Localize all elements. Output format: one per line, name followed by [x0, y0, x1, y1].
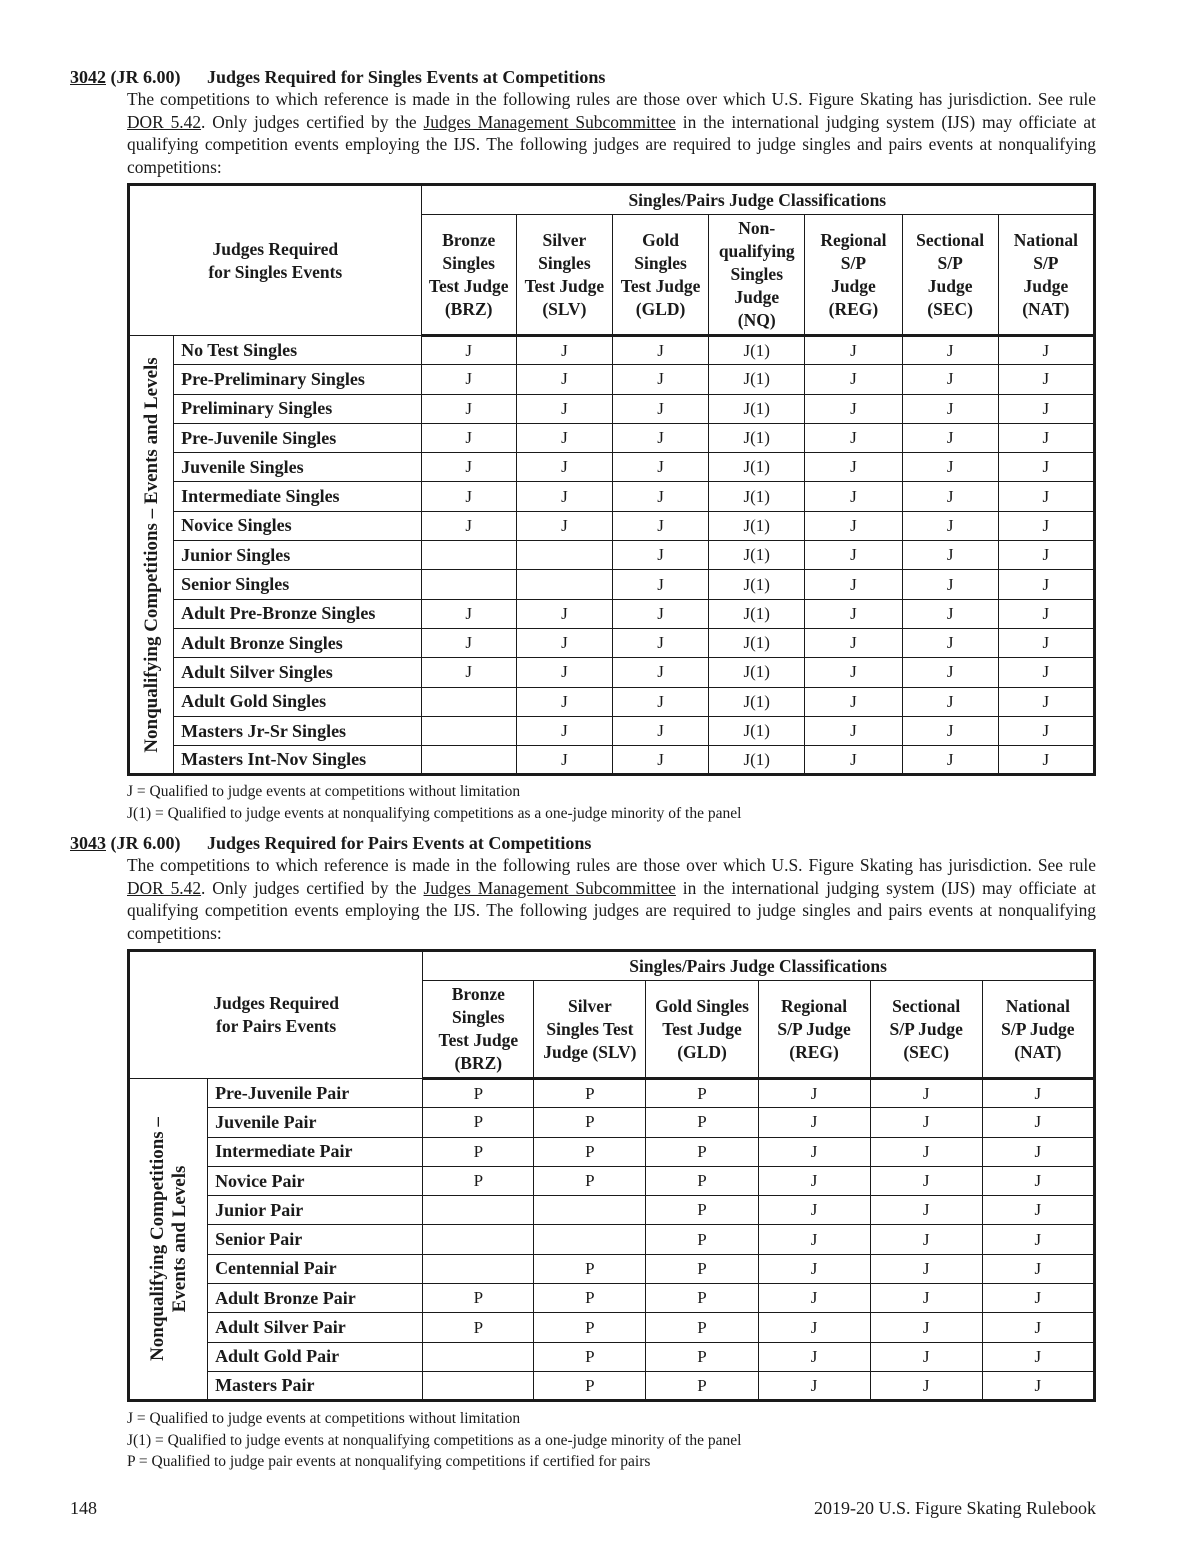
column-header: Regional S/P Judge (REG)	[805, 215, 902, 336]
corner-label: Judges Required for Singles Events	[129, 185, 422, 336]
qualification-cell: J	[998, 628, 1094, 657]
qualification-cell: J	[758, 1108, 870, 1137]
legend-note: J = Qualified to judge events at competitions without limitation	[127, 1410, 521, 1427]
qualification-cell: J	[870, 1108, 982, 1137]
qualification-cell: P	[646, 1137, 758, 1166]
qualification-cell: J(1)	[709, 716, 805, 745]
rule-3043-section	[70, 832, 1096, 945]
qualification-cell: J	[612, 570, 708, 599]
qualification-cell: P	[534, 1313, 646, 1342]
pairs-notes	[127, 1408, 741, 1473]
qualification-cell: J	[870, 1254, 982, 1283]
event-name: Novice Pair	[208, 1166, 423, 1195]
qualification-cell: J	[758, 1137, 870, 1166]
qualification-cell: J	[805, 336, 902, 365]
qualification-cell: J	[998, 746, 1094, 775]
qualification-cell: J	[998, 365, 1094, 394]
rule-title: Judges Required for Pairs Events at Competitions	[207, 833, 592, 853]
qualification-cell: J	[982, 1108, 1094, 1137]
column-header: Silver Singles Test Judge (SLV)	[534, 981, 646, 1079]
qualification-cell: J	[421, 394, 516, 423]
event-name: Intermediate Singles	[174, 482, 422, 511]
legend-note: J(1) = Qualified to judge events at nonqualifying competitions as a one-judge minority of the panel	[127, 804, 742, 822]
qualification-cell: J	[612, 511, 708, 540]
qualification-cell: J	[998, 570, 1094, 599]
paragraph-text: The competitions to which reference is made in the following rules are those over which U.S. Figure Skating has jurisdiction. See rule	[127, 855, 1096, 875]
rule-ref: (JR 6.00)	[110, 67, 181, 87]
corner-label: Judges Required for Pairs Events	[129, 951, 423, 1079]
qualification-cell: J	[870, 1196, 982, 1225]
legend-note: P = Qualified to judge pair events at nonqualifying competitions if certified for pairs	[127, 1453, 651, 1470]
rule-number[interactable]: 3042	[70, 67, 106, 87]
table-row	[129, 1166, 1095, 1195]
qualification-cell: P	[534, 1079, 646, 1108]
rule-number[interactable]: 3043	[70, 833, 106, 853]
qualification-cell: J	[982, 1166, 1094, 1195]
qualification-cell: J	[998, 336, 1094, 365]
qualification-cell: J	[902, 599, 998, 628]
table-row	[129, 365, 1095, 394]
event-name: Masters Pair	[208, 1371, 423, 1400]
qualification-cell: P	[646, 1284, 758, 1313]
event-name: Preliminary Singles	[174, 394, 422, 423]
column-header: Gold Singles Test Judge (GLD)	[646, 981, 758, 1079]
qualification-cell	[421, 570, 516, 599]
event-name: Pre-Juvenile Singles	[174, 423, 422, 452]
qualification-cell: J	[612, 482, 708, 511]
qualification-cell: J(1)	[709, 453, 805, 482]
qualification-cell	[516, 541, 612, 570]
qualification-cell: J	[805, 394, 902, 423]
qualification-cell: P	[423, 1166, 534, 1195]
qualification-cell: P	[534, 1284, 646, 1313]
qualification-cell: J	[758, 1196, 870, 1225]
rule-3042-section	[70, 66, 1096, 179]
qualification-cell: J(1)	[709, 511, 805, 540]
qualification-cell: J	[758, 1284, 870, 1313]
qualification-cell: J	[421, 423, 516, 452]
table-row	[129, 599, 1095, 628]
qualification-cell: P	[646, 1166, 758, 1195]
qualification-cell: J(1)	[709, 570, 805, 599]
qualification-cell: J	[982, 1196, 1094, 1225]
table-row	[129, 1137, 1095, 1166]
qualification-cell: P	[646, 1313, 758, 1342]
table-row	[129, 1342, 1095, 1371]
column-header: Non- qualifying Singles Judge (NQ)	[709, 215, 805, 336]
event-name: Adult Silver Pair	[208, 1313, 423, 1342]
qualification-cell: J	[516, 394, 612, 423]
pairs-judges-table	[127, 949, 1096, 1402]
qualification-cell: J	[982, 1284, 1094, 1313]
qualification-cell: J	[870, 1284, 982, 1313]
qualification-cell: J	[982, 1254, 1094, 1283]
qualification-cell: J(1)	[709, 599, 805, 628]
column-header: Sectional S/P Judge (SEC)	[870, 981, 982, 1079]
qualification-cell: J	[982, 1079, 1094, 1108]
rule-3042-heading	[70, 66, 1096, 88]
qualification-cell	[423, 1371, 534, 1400]
qualification-cell: J	[998, 453, 1094, 482]
qualification-cell: J	[805, 365, 902, 394]
qualification-cell: J(1)	[709, 746, 805, 775]
page-number: 148	[70, 1498, 97, 1518]
event-name: Novice Singles	[174, 511, 422, 540]
qualification-cell: P	[646, 1254, 758, 1283]
qualification-cell: J(1)	[709, 365, 805, 394]
qualification-cell: J	[998, 482, 1094, 511]
table-row	[129, 1079, 1095, 1108]
qualification-cell: J	[870, 1371, 982, 1400]
qualification-cell: J(1)	[709, 336, 805, 365]
qualification-cell: J	[982, 1342, 1094, 1371]
qualification-cell: P	[423, 1284, 534, 1313]
event-name: Centennial Pair	[208, 1254, 423, 1283]
event-name: Adult Silver Singles	[174, 658, 422, 687]
event-name: Pre-Preliminary Singles	[174, 365, 422, 394]
qualification-cell: J	[998, 511, 1094, 540]
column-header: Bronze Singles Test Judge (BRZ)	[423, 981, 534, 1079]
qualification-cell: J	[612, 599, 708, 628]
qualification-cell: J(1)	[709, 628, 805, 657]
qualification-cell: J	[516, 336, 612, 365]
qualification-cell: J	[805, 658, 902, 687]
qualification-cell: J	[998, 716, 1094, 745]
qualification-cell: J	[758, 1225, 870, 1254]
qualification-cell: J	[902, 541, 998, 570]
qualification-cell: J	[998, 423, 1094, 452]
qualification-cell: J	[902, 511, 998, 540]
qualification-cell: J	[612, 541, 708, 570]
rule-ref: (JR 6.00)	[110, 833, 181, 853]
qualification-cell: J	[612, 746, 708, 775]
qualification-cell: P	[423, 1108, 534, 1137]
paragraph-text: The competitions to which reference is made in the following rules are those over which U.S. Figure Skating has jurisdiction. See rule	[127, 89, 1096, 109]
qualification-cell: J	[998, 687, 1094, 716]
qualification-cell: J	[902, 687, 998, 716]
qualification-cell: J	[612, 423, 708, 452]
qualification-cell	[516, 570, 612, 599]
event-name: Masters Int-Nov Singles	[174, 746, 422, 775]
event-name: Adult Gold Pair	[208, 1342, 423, 1371]
qualification-cell: P	[534, 1166, 646, 1195]
table-row	[129, 1313, 1095, 1342]
dor-link[interactable]: DOR 5.42	[127, 877, 202, 898]
group-header: Singles/Pairs Judge Classifications	[423, 951, 1095, 981]
paragraph-text: . Only judges certified by the	[201, 877, 424, 898]
qualification-cell: J	[998, 599, 1094, 628]
qualification-cell: J	[758, 1254, 870, 1283]
qualification-cell: J	[516, 482, 612, 511]
qualification-cell: J	[421, 453, 516, 482]
qualification-cell: J	[516, 687, 612, 716]
event-name: Adult Pre-Bronze Singles	[174, 599, 422, 628]
qualification-cell: J	[902, 746, 998, 775]
side-label: Nonqualifying Competitions – Events and Levels	[129, 1079, 208, 1401]
event-name: Adult Bronze Pair	[208, 1284, 423, 1313]
singles-notes	[127, 781, 741, 824]
qualification-cell: J	[902, 423, 998, 452]
qualification-cell: J	[421, 511, 516, 540]
table-row	[129, 1108, 1095, 1137]
qualification-cell: J	[758, 1371, 870, 1400]
qualification-cell: J	[516, 365, 612, 394]
rule-3042-paragraph	[127, 88, 1096, 179]
qualification-cell: J	[421, 628, 516, 657]
table-row	[129, 453, 1095, 482]
table-row	[129, 336, 1095, 365]
qualification-cell: J	[516, 628, 612, 657]
qualification-cell: P	[534, 1254, 646, 1283]
paragraph-text: in the international judging system (IJS) may officiate at qualifying competition events employing the IJS. The following judges are required to judge singles and pairs events at nonqualifying competitions:	[127, 111, 1096, 178]
qualification-cell: J	[902, 453, 998, 482]
qualification-cell	[423, 1342, 534, 1371]
qualification-cell: P	[423, 1137, 534, 1166]
qualification-cell: J	[516, 511, 612, 540]
rule-3043-heading	[70, 832, 1096, 854]
rule-title: Judges Required for Singles Events at Competitions	[207, 67, 606, 87]
qualification-cell	[534, 1196, 646, 1225]
qualification-cell	[421, 687, 516, 716]
qualification-cell: J	[902, 394, 998, 423]
table-row	[129, 1254, 1095, 1283]
book-title: 2019-20 U.S. Figure Skating Rulebook	[814, 1498, 1096, 1518]
table-row	[129, 1371, 1095, 1400]
column-header: Sectional S/P Judge (SEC)	[902, 215, 998, 336]
column-header: National S/P Judge (NAT)	[982, 981, 1094, 1079]
qualification-cell: J(1)	[709, 687, 805, 716]
qualification-cell: J	[516, 716, 612, 745]
qualification-cell	[423, 1196, 534, 1225]
qualification-cell: J	[516, 423, 612, 452]
qualification-cell	[421, 716, 516, 745]
qualification-cell: J	[805, 511, 902, 540]
table-row	[129, 394, 1095, 423]
table-row	[129, 482, 1095, 511]
qualification-cell: J	[612, 658, 708, 687]
table-row	[129, 716, 1095, 745]
qualification-cell: J	[421, 658, 516, 687]
qualification-cell: J	[612, 628, 708, 657]
legend-note: J(1) = Qualified to judge events at nonqualifying competitions as a one-judge minority of the panel	[127, 1431, 742, 1449]
qualification-cell: P	[646, 1079, 758, 1108]
side-label: Nonqualifying Competitions – Events and Levels	[129, 336, 174, 775]
qualification-cell: J	[982, 1225, 1094, 1254]
qualification-cell: J	[870, 1166, 982, 1195]
qualification-cell: J	[612, 394, 708, 423]
qualification-cell: J	[902, 482, 998, 511]
qualification-cell: P	[423, 1079, 534, 1108]
rule-3043-paragraph	[127, 854, 1096, 945]
qualification-cell: J	[421, 365, 516, 394]
table-row	[129, 511, 1095, 540]
table-row	[129, 570, 1095, 599]
column-header: National S/P Judge (NAT)	[998, 215, 1094, 336]
event-name: Junior Pair	[208, 1196, 423, 1225]
qualification-cell: J	[516, 599, 612, 628]
qualification-cell: J	[516, 453, 612, 482]
event-name: Junior Singles	[174, 541, 422, 570]
qualification-cell: J	[421, 482, 516, 511]
event-name: Intermediate Pair	[208, 1137, 423, 1166]
table-row	[129, 746, 1095, 775]
dor-link[interactable]: DOR 5.42	[127, 111, 202, 132]
qualification-cell: J	[805, 599, 902, 628]
paragraph-text: in the international judging system (IJS) may officiate at qualifying competition events employing the IJS. The following judges are required to judge singles and pairs events at nonqualifying competitions:	[127, 877, 1096, 944]
group-header: Singles/Pairs Judge Classifications	[421, 185, 1094, 215]
paragraph-text: . Only judges certified by the	[201, 111, 424, 132]
qualification-cell: J(1)	[709, 541, 805, 570]
jms-link[interactable]: Judges Management Subcommittee	[423, 111, 676, 132]
table-row	[129, 423, 1095, 452]
legend-note: J = Qualified to judge events at competitions without limitation	[127, 783, 521, 800]
event-name: No Test Singles	[174, 336, 422, 365]
qualification-cell: J(1)	[709, 423, 805, 452]
event-name: Pre-Juvenile Pair	[208, 1079, 423, 1108]
qualification-cell	[534, 1225, 646, 1254]
table-row	[129, 1196, 1095, 1225]
qualification-cell: J	[902, 658, 998, 687]
qualification-cell: J	[516, 658, 612, 687]
qualification-cell	[421, 541, 516, 570]
event-name: Adult Gold Singles	[174, 687, 422, 716]
qualification-cell: J	[758, 1342, 870, 1371]
column-header: Bronze Singles Test Judge (BRZ)	[421, 215, 516, 336]
qualification-cell: P	[646, 1225, 758, 1254]
qualification-cell: J	[998, 394, 1094, 423]
event-name: Adult Bronze Singles	[174, 628, 422, 657]
qualification-cell: J	[902, 336, 998, 365]
qualification-cell	[423, 1254, 534, 1283]
table-row	[129, 1225, 1095, 1254]
qualification-cell: J	[805, 716, 902, 745]
qualification-cell: J	[805, 482, 902, 511]
column-header: Silver Singles Test Judge (SLV)	[516, 215, 612, 336]
qualification-cell: P	[646, 1371, 758, 1400]
qualification-cell: J	[805, 746, 902, 775]
qualification-cell: P	[646, 1108, 758, 1137]
qualification-cell: J	[758, 1313, 870, 1342]
qualification-cell: J	[805, 570, 902, 599]
qualification-cell: J	[805, 423, 902, 452]
qualification-cell	[421, 746, 516, 775]
qualification-cell: J	[902, 365, 998, 394]
qualification-cell: J	[870, 1079, 982, 1108]
qualification-cell: J	[612, 336, 708, 365]
qualification-cell: J	[805, 687, 902, 716]
qualification-cell: J	[870, 1313, 982, 1342]
qualification-cell: P	[534, 1137, 646, 1166]
qualification-cell: J(1)	[709, 658, 805, 687]
table-row	[129, 628, 1095, 657]
qualification-cell: J	[870, 1342, 982, 1371]
qualification-cell: J	[902, 628, 998, 657]
event-name: Juvenile Pair	[208, 1108, 423, 1137]
qualification-cell: J	[805, 453, 902, 482]
event-name: Juvenile Singles	[174, 453, 422, 482]
qualification-cell: J	[612, 453, 708, 482]
qualification-cell: P	[646, 1342, 758, 1371]
qualification-cell: J	[516, 746, 612, 775]
qualification-cell: P	[534, 1108, 646, 1137]
table-row	[129, 541, 1095, 570]
qualification-cell: J	[805, 541, 902, 570]
qualification-cell: J	[421, 599, 516, 628]
qualification-cell: P	[534, 1342, 646, 1371]
table-row	[129, 687, 1095, 716]
table-row	[129, 658, 1095, 687]
event-name: Senior Singles	[174, 570, 422, 599]
qualification-cell: J	[998, 658, 1094, 687]
qualification-cell: J	[870, 1137, 982, 1166]
singles-judges-table	[127, 183, 1096, 776]
qualification-cell: P	[646, 1196, 758, 1225]
qualification-cell: J	[902, 570, 998, 599]
qualification-cell: J	[612, 365, 708, 394]
qualification-cell: J	[870, 1225, 982, 1254]
qualification-cell: J	[612, 716, 708, 745]
qualification-cell: J	[421, 336, 516, 365]
qualification-cell: P	[423, 1313, 534, 1342]
qualification-cell: J	[612, 687, 708, 716]
qualification-cell: J	[758, 1166, 870, 1195]
qualification-cell: J	[982, 1371, 1094, 1400]
qualification-cell	[423, 1225, 534, 1254]
qualification-cell: J	[805, 628, 902, 657]
qualification-cell: J	[902, 716, 998, 745]
column-header: Regional S/P Judge (REG)	[758, 981, 870, 1079]
qualification-cell: J	[982, 1313, 1094, 1342]
qualification-cell: P	[534, 1371, 646, 1400]
column-header: Gold Singles Test Judge (GLD)	[612, 215, 708, 336]
qualification-cell: J	[982, 1137, 1094, 1166]
qualification-cell: J	[758, 1079, 870, 1108]
qualification-cell: J(1)	[709, 482, 805, 511]
qualification-cell: J	[998, 541, 1094, 570]
event-name: Masters Jr-Sr Singles	[174, 716, 422, 745]
jms-link[interactable]: Judges Management Subcommittee	[423, 877, 676, 898]
event-name: Senior Pair	[208, 1225, 423, 1254]
table-row	[129, 1284, 1095, 1313]
qualification-cell: J(1)	[709, 394, 805, 423]
